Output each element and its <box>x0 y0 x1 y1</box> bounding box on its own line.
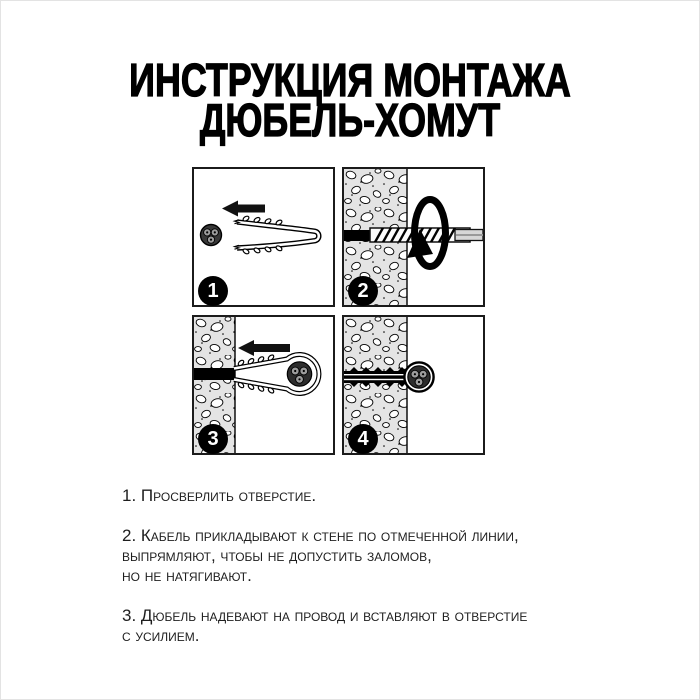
cable-cross-section <box>201 225 222 246</box>
step-panel-4 <box>342 315 485 455</box>
dowel-clamp-with-cable <box>234 354 319 394</box>
title-line-2: ДЮБЕЛЬ-ХОМУТ <box>199 94 501 146</box>
steps-grid <box>192 167 485 455</box>
arrow-left-icon <box>222 201 265 217</box>
instruction-line: но не натягивают. <box>122 566 252 585</box>
step-panel-3 <box>192 315 335 455</box>
step-panel-1 <box>192 167 335 307</box>
step-number-badge: 4 <box>348 424 378 454</box>
step-number-badge: 1 <box>198 276 228 306</box>
instruction-line: 2. Кабель прикладывают к стене по отмеченной линии, <box>122 526 519 545</box>
instruction-line: с усилием. <box>122 626 200 645</box>
instruction-line: выпрямляют, чтобы не допустить заломов, <box>122 546 432 565</box>
step-number-badge: 2 <box>348 276 378 306</box>
page-title <box>77 54 623 146</box>
instruction-step-2 <box>122 526 592 586</box>
step-number-badge: 3 <box>198 424 228 454</box>
instructions-text <box>122 486 592 666</box>
drill-bit <box>370 226 483 244</box>
instruction-line: 1. Просверлить отверстие. <box>122 486 317 505</box>
arrow-left-icon <box>238 340 290 356</box>
cable-cross-section <box>404 362 433 391</box>
instruction-step-3 <box>122 606 592 646</box>
instruction-line: 3. Дюбель надевают на провод и вставляют в отверстие <box>122 606 528 625</box>
step-panel-2 <box>342 167 485 307</box>
instruction-step-1 <box>122 486 592 506</box>
drilled-hole <box>194 368 235 380</box>
title-line-1: ИНСТРУКЦИЯ МОНТАЖА <box>129 54 571 106</box>
dowel-clamp <box>235 215 319 255</box>
